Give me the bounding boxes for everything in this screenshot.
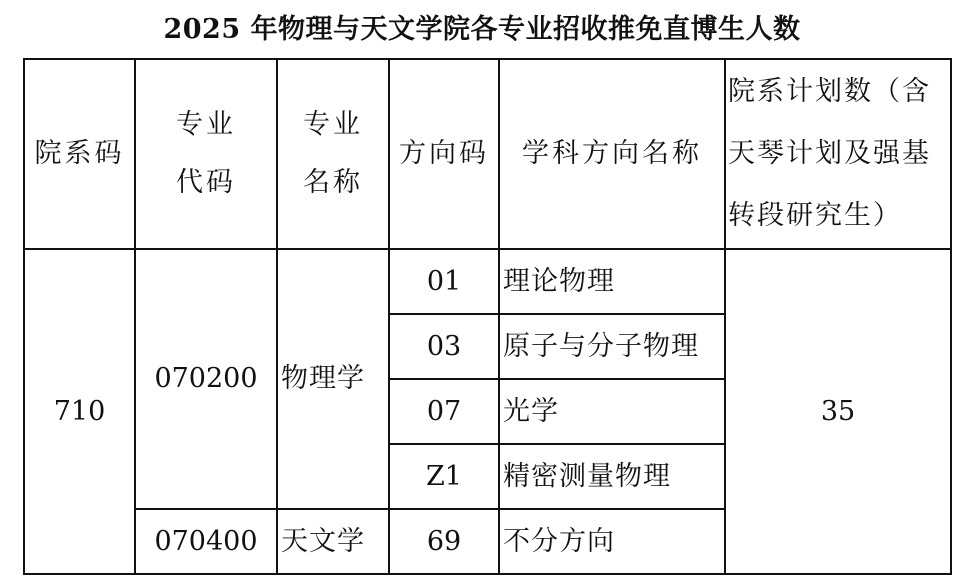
header-major-name: 专业名称: [277, 59, 389, 249]
direction-name-cell: 理论物理: [499, 249, 725, 314]
plan-count-cell: 35: [725, 249, 951, 574]
header-major-code: 专业代码: [135, 59, 277, 249]
direction-code-cell: 01: [389, 249, 499, 314]
header-plan-count: 院系计划数（含天琴计划及强基转段研究生）: [725, 59, 951, 249]
dept-code-cell: 710: [24, 249, 135, 574]
table-row: [24, 249, 951, 314]
major-name-cell: 物理学: [277, 249, 389, 509]
major-code-cell: 070200: [135, 249, 277, 509]
major-code-cell: 070400: [135, 509, 277, 574]
table-header-row: [24, 59, 951, 249]
direction-code-cell: 07: [389, 379, 499, 444]
direction-code-cell: Z1: [389, 444, 499, 509]
direction-name-cell: 不分方向: [499, 509, 725, 574]
direction-name-cell: 原子与分子物理: [499, 314, 725, 379]
header-direction-code: 方向码: [389, 59, 499, 249]
direction-name-cell: 精密测量物理: [499, 444, 725, 509]
header-dept-code: 院系码: [24, 59, 135, 249]
direction-code-cell: 03: [389, 314, 499, 379]
direction-name-cell: 光学: [499, 379, 725, 444]
header-direction-name: 学科方向名称: [499, 59, 725, 249]
enrollment-quota-table: [23, 58, 952, 575]
direction-code-cell: 69: [389, 509, 499, 574]
document-title: 2025 年物理与天文学院各专业招收推免直博生人数: [163, 14, 801, 45]
major-name-cell: 天文学: [277, 509, 389, 574]
